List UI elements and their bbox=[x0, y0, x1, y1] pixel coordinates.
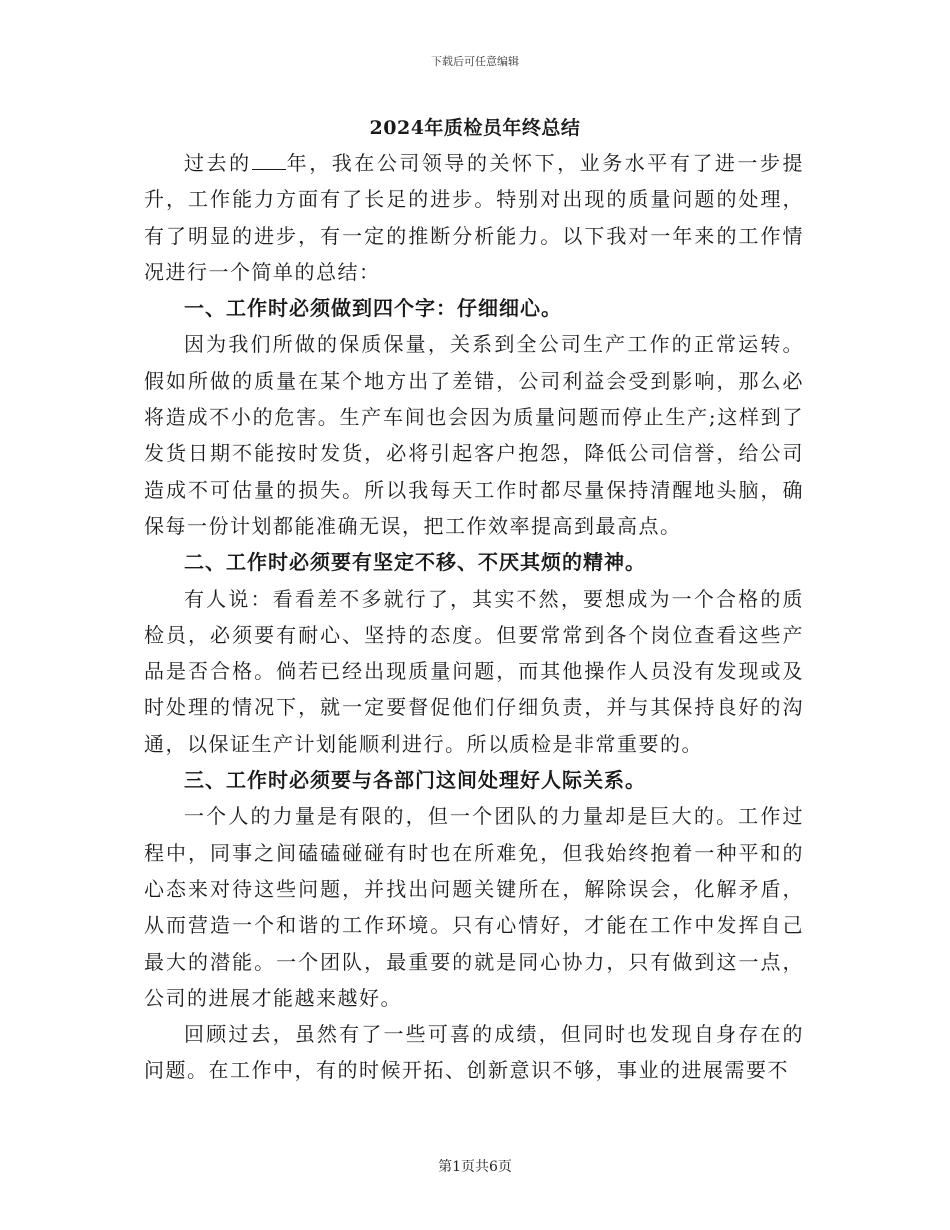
section-2-body: 有人说：看看差不多就行了，其实不然，要想成为一个合格的质检员，必须要有耐心、坚持的态度。但要常常到各个岗位查看这些产品是否合格。倘若已经出现质量问题，而其他操作人员没有发现或及时处理的情况下，就一定要督促他们仔细负责，并与其保持良好的沟通，以保证生产计划能顺利进行。所以质检是非常重要的。 bbox=[144, 586, 804, 756]
section-3-body: 一个人的力量是有限的，但一个团队的力量却是巨大的。工作过程中，同事之间磕磕碰碰有时也在所难免，但我始终抱着一种平和的心态来对待这些问题，并找出问题关键所在，解除误会，化解矛盾，从而营造一个和谐的工作环境。只有心情好，才能在工作中发挥自己最大的潜能。一个团队，最重要的就是同心协力，只有做到这一点，公司的进展才能越来越好。 bbox=[144, 804, 804, 1010]
intro-text-start: 过去的 bbox=[184, 151, 252, 175]
intro-text-rest: 年，我在公司领导的关怀下，业务水平有了进一步提升，工作能力方面有了长足的进步。特别对出现的质量问题的处理，有了明显的进步，有一定的推断分析能力。以下我对一年来的工作情况进行一个简单的总结： bbox=[144, 151, 805, 284]
fill-in-blank bbox=[252, 149, 286, 170]
section-3-heading: 三、工作时必须要与各部门这间处理好人际关系。 bbox=[184, 768, 646, 793]
document-title: 2024年质检员年终总结 bbox=[369, 117, 581, 139]
page-number: 第1页共6页 bbox=[438, 1159, 512, 1175]
closing-paragraph: 回顾过去，虽然有了一些可喜的成绩，但同时也发现自身存在的问题。在工作中，有的时候开拓、创新意识不够，事业的进展需要不 bbox=[144, 1022, 804, 1083]
page-header-note: 下载后可任意编辑 bbox=[431, 55, 519, 68]
intro-paragraph bbox=[144, 145, 804, 290]
section-2-heading: 二、工作时必须要有坚定不移、不厌其烦的精神。 bbox=[184, 550, 646, 575]
section-1-body: 因为我们所做的保质保量，关系到全公司生产工作的正常运转。假如所做的质量在某个地方出了差错，公司利益会受到影响，那么必将造成不小的危害。生产车间也会因为质量问题而停止生产;这样到了发货日期不能按时发货，必将引起客户抱怨，降低公司信誉，给公司造成不可估量的损失。所以我每天工作时都尽量保持清醒地头脑，确保每一份计划都能准确无误，把工作效率提高到最高点。 bbox=[144, 332, 804, 538]
section-1-heading: 一、工作时必须做到四个字：仔细细心。 bbox=[184, 296, 562, 321]
document-body bbox=[144, 145, 804, 1089]
